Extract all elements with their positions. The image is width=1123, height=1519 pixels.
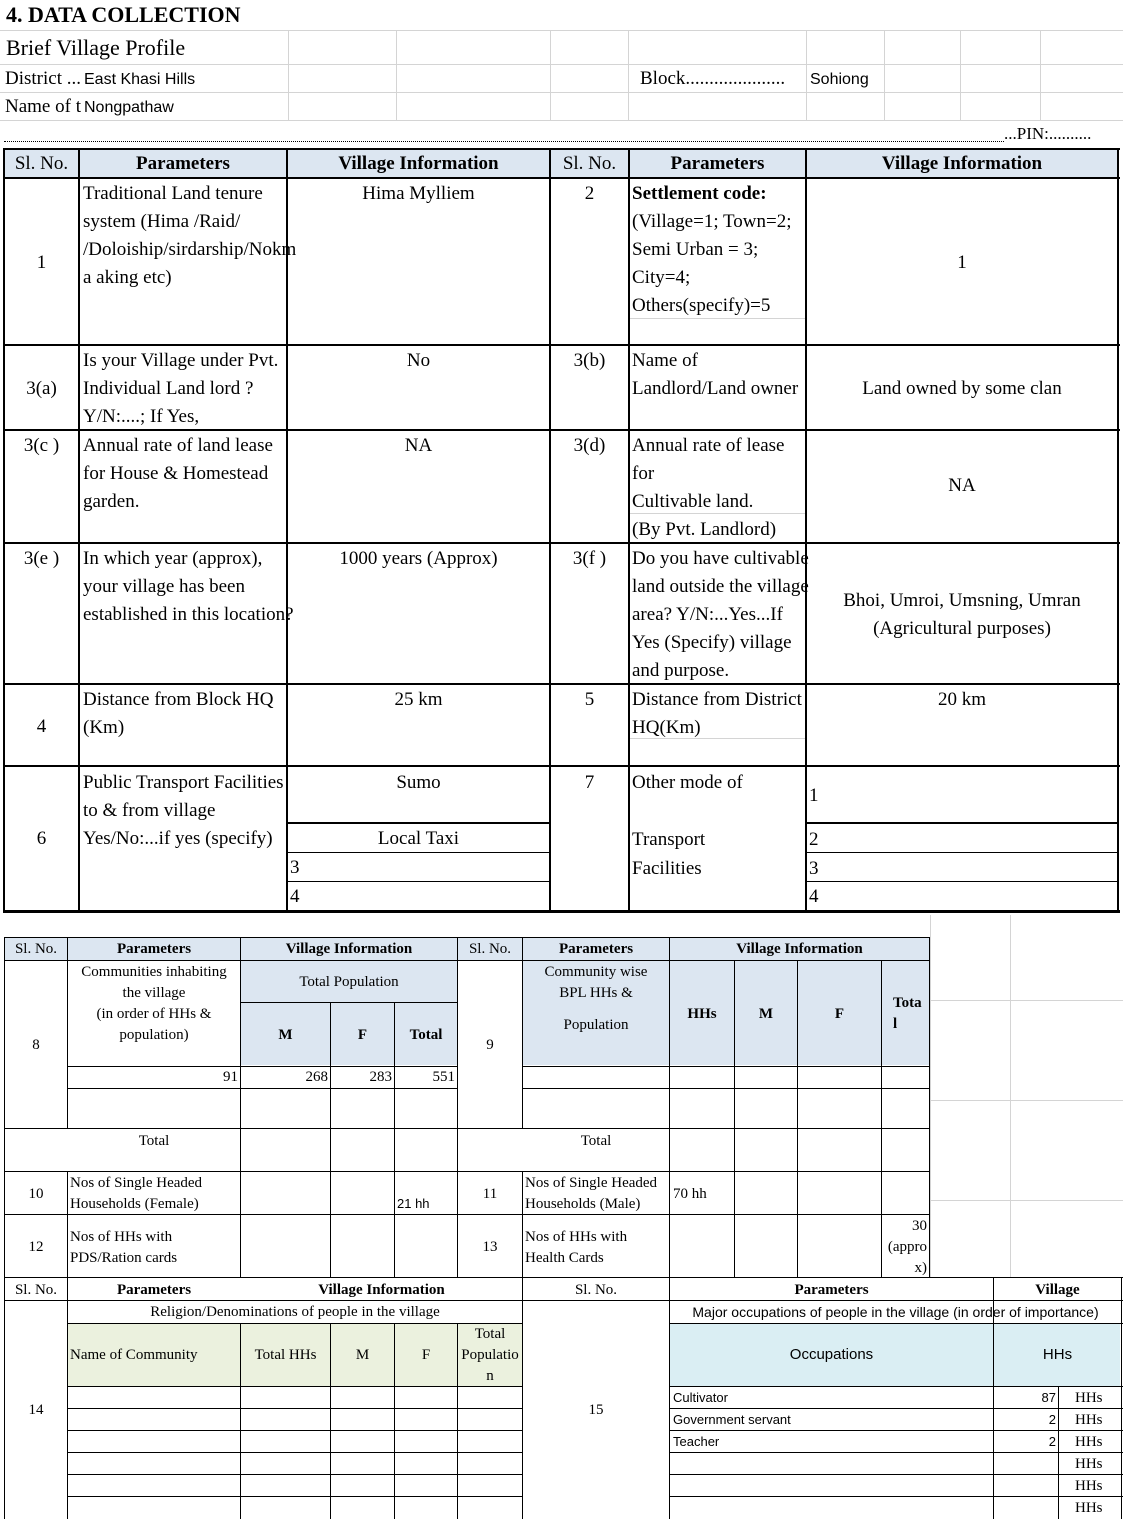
- t1-header-info2: Village Information: [881, 153, 1043, 174]
- sl-13: 13: [482, 1239, 498, 1255]
- col-f: F: [421, 1347, 431, 1363]
- value-3f: Bhoi, Umroi, Umsning, Umran: [843, 590, 1081, 611]
- sl-1: 1: [36, 252, 47, 273]
- param-5: Distance from District: [632, 689, 802, 710]
- t2-header-info: Village Information: [285, 941, 413, 957]
- section-title: 4. DATA COLLECTION: [6, 2, 241, 27]
- value-6d: 4: [290, 886, 300, 907]
- value-3b: Land owned by some clan: [862, 378, 1062, 399]
- total-label-8: Total: [138, 1133, 170, 1149]
- t3-header-param: Parameters: [116, 1282, 192, 1298]
- sl-3f: 3(f ): [572, 548, 607, 569]
- occupation-row-1: Cultivator: [673, 1390, 728, 1405]
- total-header: Total: [409, 1027, 443, 1043]
- pin-label: ...PIN:..........: [1004, 124, 1092, 143]
- value-3e: 1000 years (Approx): [339, 548, 498, 569]
- sl-12: 12: [28, 1239, 44, 1255]
- religion-title: Religion/Denominations of people in the village: [150, 1304, 440, 1320]
- hh-value: 91: [223, 1069, 238, 1085]
- name-value: Nongpathaw: [84, 99, 174, 116]
- profile-title: Brief Village Profile: [6, 35, 186, 60]
- t3-header-info2: Village: [1035, 1282, 1080, 1298]
- sl-14: 14: [28, 1402, 44, 1418]
- param-13: Nos of HHs with: [525, 1229, 628, 1245]
- m-header-9: M: [758, 1006, 774, 1022]
- block-label: Block.....................: [640, 68, 786, 89]
- occupation-row-4: HHs: [1075, 1456, 1103, 1472]
- col-m: M: [355, 1347, 370, 1363]
- f-header-9: F: [834, 1006, 845, 1022]
- t3-header-param2: Parameters: [794, 1282, 869, 1298]
- m-header: M: [278, 1027, 293, 1043]
- col-total-hhs: Total HHs: [254, 1347, 317, 1363]
- sl-11: 11: [482, 1186, 498, 1202]
- sl-6: 6: [36, 828, 47, 849]
- param-4: Distance from Block HQ: [83, 689, 274, 710]
- value-7b: 2: [809, 829, 819, 850]
- col-hhs: HHs: [1042, 1346, 1073, 1363]
- occupations-title: Major occupations of people in the village (in order of importance): [692, 1304, 1099, 1320]
- total-value: 551: [432, 1069, 455, 1085]
- f-value: 283: [369, 1069, 392, 1085]
- col-total-population: Total: [474, 1326, 506, 1342]
- sl-9: 9: [486, 1037, 494, 1053]
- t1-header-info: Village Information: [338, 153, 499, 174]
- t1-header-param2: Parameters: [670, 153, 765, 174]
- param-7: Other mode of: [632, 772, 743, 793]
- sl-3b: 3(b): [573, 350, 606, 371]
- param-11: Nos of Single Headed: [525, 1175, 658, 1191]
- sl-3a: 3(a): [26, 378, 57, 399]
- value-7c: 3: [809, 858, 819, 879]
- sl-3e: 3(e ): [23, 548, 60, 569]
- value-5: 20 km: [937, 689, 987, 710]
- value-3d: NA: [948, 475, 976, 496]
- t2-header-param2: Parameters: [558, 941, 634, 957]
- occupation-row-3: Teacher: [673, 1434, 720, 1449]
- param-3e: In which year (approx),: [83, 548, 263, 569]
- param-3a: Is your Village under Pvt.: [83, 350, 279, 371]
- value-11: 70 hh: [673, 1186, 707, 1202]
- value-6c: 3: [290, 857, 300, 878]
- param-6: Public Transport Facilities: [83, 772, 284, 793]
- t3-header-sl2: Sl. No.: [574, 1282, 618, 1298]
- sl-2: 2: [584, 183, 595, 204]
- sl-5: 5: [584, 689, 595, 710]
- value-6a: Sumo: [396, 772, 441, 793]
- t2-header-sl: Sl. No.: [14, 941, 58, 957]
- occupation-row-2: Government servant: [673, 1412, 791, 1427]
- hhs-header: HHs: [687, 1006, 717, 1022]
- value-10: 21 hh: [397, 1196, 430, 1211]
- sl-3c: 3(c ): [23, 435, 60, 456]
- value-2: 1: [957, 252, 967, 273]
- value-7d: 4: [809, 886, 819, 907]
- t2-header-param: Parameters: [116, 941, 192, 957]
- value-4: 25 km: [394, 689, 443, 710]
- col-occupations: Occupations: [789, 1346, 874, 1363]
- t1-header-sl: Sl. No.: [14, 153, 69, 174]
- sl-15: 15: [588, 1402, 604, 1418]
- t2-header-sl2: Sl. No.: [468, 941, 512, 957]
- occupation-row-5: HHs: [1075, 1478, 1103, 1494]
- value-3a: No: [406, 350, 431, 371]
- col-name-of-community: Name of Community: [70, 1347, 198, 1363]
- district-value: East Khasi Hills: [84, 71, 196, 88]
- name-label: Name of t: [5, 96, 81, 117]
- param-3c: Annual rate of land lease: [83, 435, 273, 456]
- t2-header-info2: Village Information: [736, 941, 863, 957]
- t3-header-sl: Sl. No.: [14, 1282, 58, 1298]
- total-label-9: Total: [580, 1133, 612, 1149]
- value-7a: 1: [809, 785, 819, 806]
- param-10: Nos of Single Headed: [70, 1175, 203, 1191]
- total-header-9: Tota: [893, 995, 922, 1011]
- param-3d: Annual rate of lease: [632, 435, 785, 456]
- value-1: Hima Mylliem: [362, 183, 475, 204]
- sl-7: 7: [584, 772, 595, 793]
- total-population-header: Total Population: [299, 974, 399, 990]
- param-3b: Name of: [632, 350, 698, 371]
- district-label: District ...: [5, 68, 81, 89]
- param-3f: Do you have cultivable: [632, 548, 809, 569]
- sl-3d: 3(d): [573, 435, 606, 456]
- value-6b: Local Taxi: [377, 828, 460, 849]
- sl-10: 10: [28, 1186, 44, 1202]
- param-9: Community wise: [544, 964, 648, 980]
- block-value: Sohiong: [810, 71, 869, 88]
- value-13: 30: [912, 1218, 927, 1234]
- param-12: Nos of HHs with: [70, 1229, 173, 1245]
- f-header: F: [357, 1027, 368, 1043]
- param-8: Communities inhabiting: [81, 964, 227, 980]
- value-3c: NA: [404, 435, 433, 456]
- occupation-row-6: HHs: [1075, 1500, 1103, 1516]
- param-1: Traditional Land tenure: [83, 183, 263, 204]
- sl-8: 8: [32, 1037, 40, 1053]
- t1-header-sl2: Sl. No.: [562, 153, 617, 174]
- t3-header-info: Village Information: [318, 1282, 445, 1298]
- t1-header-param: Parameters: [136, 153, 230, 174]
- param-2: Settlement code:: [632, 183, 767, 204]
- sl-4: 4: [36, 716, 47, 737]
- m-value: 268: [305, 1069, 328, 1085]
